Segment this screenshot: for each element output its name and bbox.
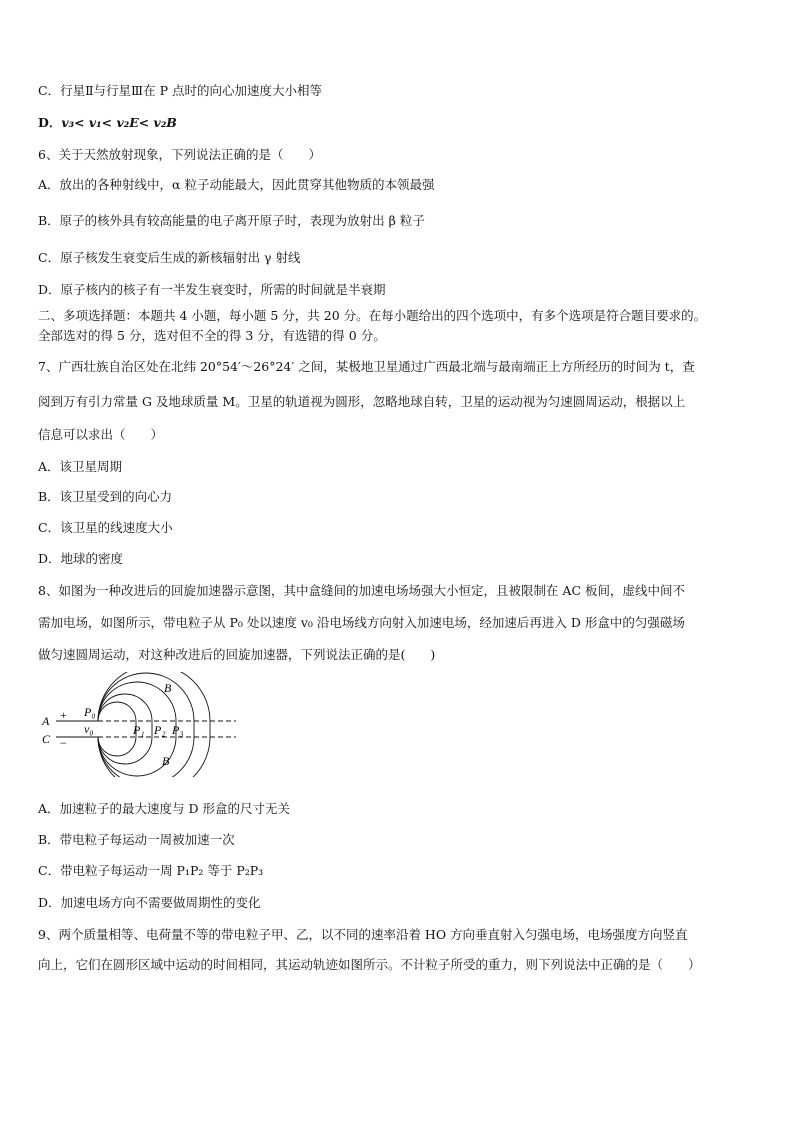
label-p0: P₀ [84,705,96,719]
label-p2: P₂ [154,723,166,737]
cyclotron-diagram-svg [38,672,248,777]
label-v0: v₀ [84,722,94,736]
section-2-instruction-line2: 全部选对的得 5 分，选对但不全的得 3 分，有选错的得 0 分。 [38,328,386,343]
q7-option-d: D．地球的密度 [38,551,124,566]
q7-option-a: A．该卫星周期 [38,459,123,474]
label-b-bottom: B [162,754,170,768]
q8-stem-line3: 做匀速圆周运动，对这种改进后的回旋加速器，下列说法正确的是( ) [38,647,436,662]
label-b-top: B [164,681,172,695]
q5-option-d-formula: v₃< v₁< v₂E< v₂B [61,115,177,130]
q9-stem-line1: 9、两个质量相等、电荷量不等的带电粒子甲、乙，以不同的速率沿着 HO 方向垂直射入匀强电场，电场强度方向竖直 [38,927,688,942]
label-p1: P₁ [133,723,145,737]
q5-option-d [38,114,177,132]
q7-option-c: C．该卫星的线速度大小 [38,520,173,535]
q7-stem-line1: 7、广西壮族自治区处在北纬 20°54′～26°24′ 之间，某极地卫星通过广西最北端与最南端正上方所经历的时间为 t，查 [38,359,695,374]
q8-option-b: B．带电粒子每运动一周被加速一次 [38,832,235,847]
q7-option-b: B．该卫星受到的向心力 [38,489,173,504]
q8-stem-line1: 8、如图为一种改进后的回旋加速器示意图，其中盒缝间的加速电场场强大小恒定，且被限制在 AC 板间，虚线中间不 [38,583,685,598]
q8-option-d: D．加速电场方向不需要做周期性的变化 [38,895,261,910]
label-a: A [42,714,50,728]
q9-stem-line2: 向上，它们在圆形区域中运动的时间相同，其运动轨迹如图所示。不计粒子所受的重力，则下列说法中正确的是（ ） [38,957,701,972]
section-2-instruction-line1: 二、多项选择题：本题共 4 小题，每小题 5 分，共 20 分。在每小题给出的四个选项中，有多个选项是符合题目要求的。 [38,308,707,323]
label-c: C [42,732,51,746]
orbit-lower-4 [98,737,194,777]
orbit-upper-2 [98,694,152,721]
label-p3: P₃ [172,723,184,737]
label-minus: − [60,736,67,750]
q7-stem-line2: 阅到万有引力常量 G 及地球质量 M。卫星的轨道视为圆形，忽略地球自转，卫星的运动视为匀速圆周运动，根据以上 [38,394,686,409]
label-plus: + [60,708,67,722]
q8-stem-line2: 需加电场，如图所示，带电粒子从 P₀ 处以速度 v₀ 沿电场线方向射入加速电场，经加速后再进入 D 形盒中的匀强磁场 [38,615,685,630]
q8-option-c: C．带电粒子每运动一周 P₁P₂ 等于 P₂P₃ [38,863,264,878]
q6-option-b: B．原子的核外具有较高能量的电子离开原子时，表现为放射出 β 粒子 [38,213,425,228]
q6-option-a: A．放出的各种射线中，α 粒子动能最大，因此贯穿其他物质的本领最强 [38,177,435,192]
q6-option-d: D．原子核内的核子有一半发生衰变时，所需的时间就是半衰期 [38,282,386,297]
cyclotron-diagram [38,672,248,777]
q5-option-d-prefix: D． [38,115,62,130]
orbit-lower-2 [98,737,152,764]
orbit-lower-5 [98,737,210,777]
q5-option-c: C．行星Ⅱ与行星Ⅲ在 P 点时的向心加速度大小相等 [38,83,322,98]
q6-stem: 6、关于天然放射现象，下列说法正确的是（ ） [38,147,321,162]
q7-stem-line3: 信息可以求出（ ） [38,427,164,442]
q6-option-c: C．原子核发生衰变后生成的新核辐射出 γ 射线 [38,250,301,265]
q8-option-a: A．加速粒子的最大速度与 D 形盒的尺寸无关 [38,801,290,816]
